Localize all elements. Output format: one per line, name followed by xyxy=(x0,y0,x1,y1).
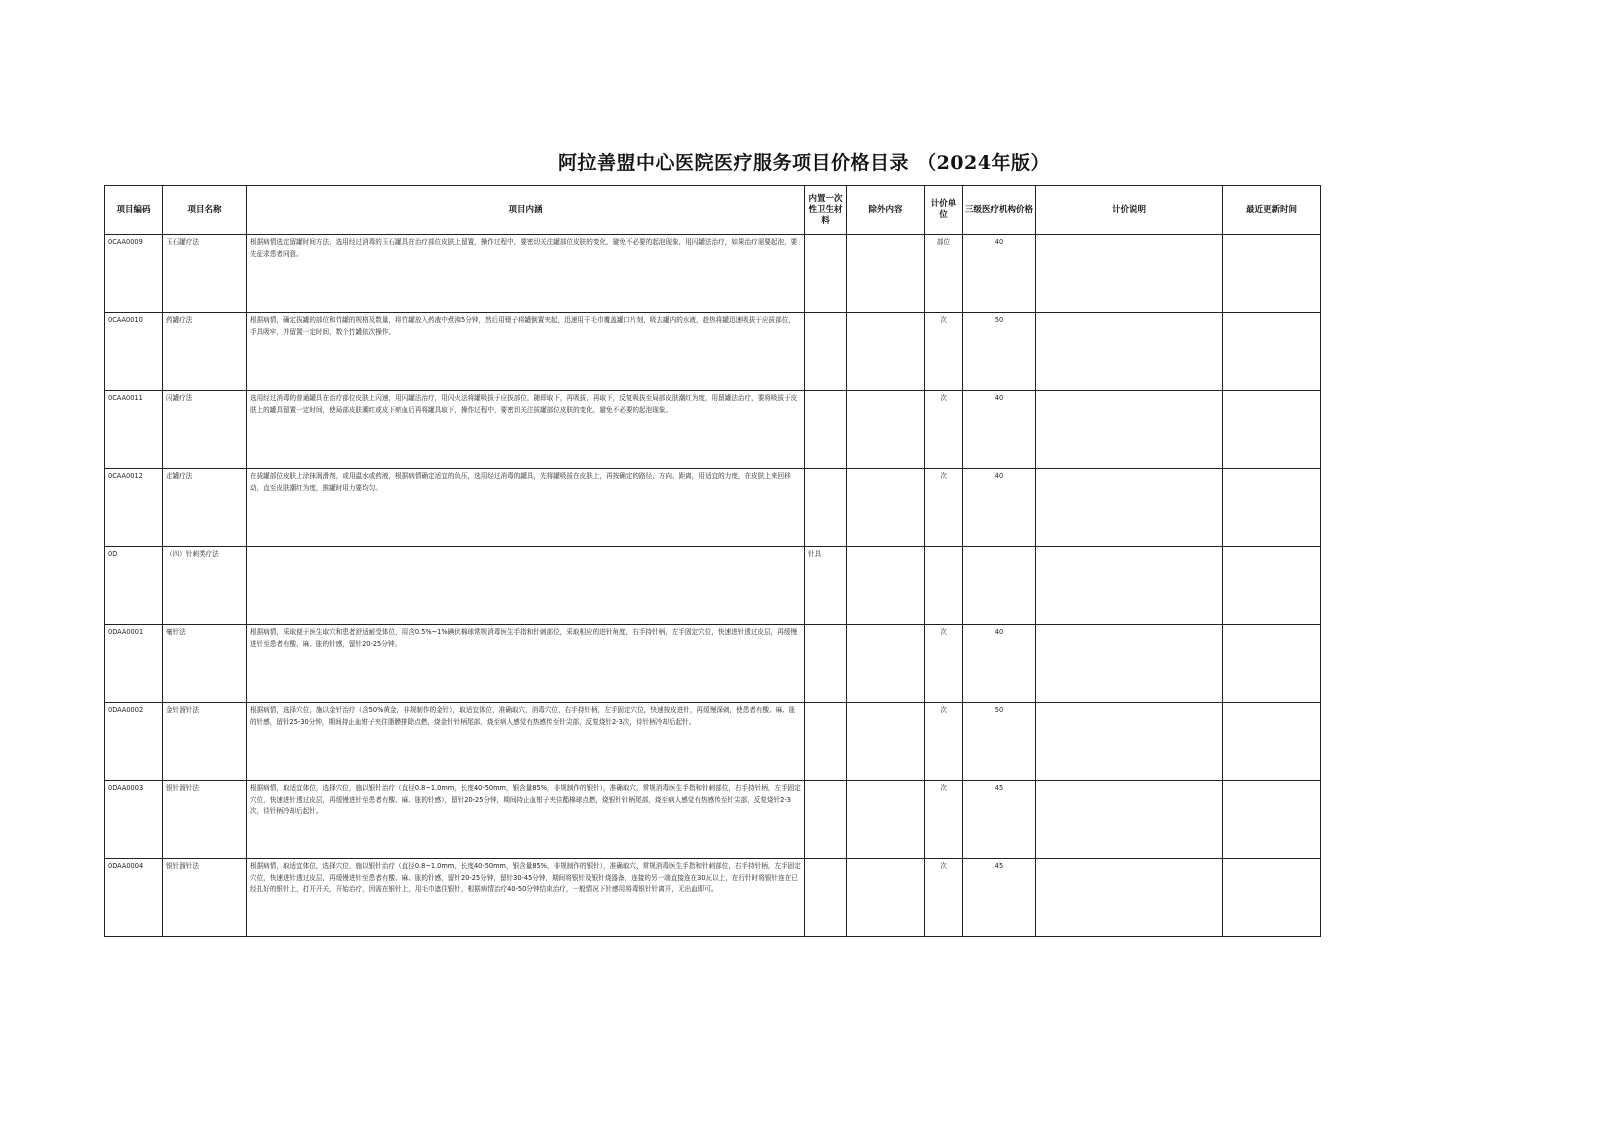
col-header-note: 计价说明 xyxy=(1036,186,1223,235)
col-header-price: 三级医疗机构价格 xyxy=(963,186,1036,235)
cell-name: 毫针法 xyxy=(163,625,247,703)
cell-note xyxy=(1036,703,1223,781)
cell-price: 45 xyxy=(963,859,1036,937)
cell-updated xyxy=(1223,235,1321,313)
table-row xyxy=(105,313,1321,391)
table-row xyxy=(105,859,1321,937)
cell-name: 药罐疗法 xyxy=(163,313,247,391)
table-row xyxy=(105,703,1321,781)
cell-content: 根据病情，取适宜体位，选择穴位，施以银针治疗（直径0.8~1.0mm，长度40-50mm，银含量85%，非规制作的银针），准确取穴，常规消毒医生手指和针刺部位，右手持针柄，左手固定穴位，快速进针透过皮层，再缓慢进针至患者有酸、麻、胀的针感），留针20-25分钟，期间持止血钳子夹住酯棉球点燃，烧银针针柄尾部，烧至病人感觉有热感传至针尖部，反复烧针2-3次，待针柄冷却后起针。 xyxy=(247,781,805,859)
cell-updated xyxy=(1223,391,1321,469)
cell-updated xyxy=(1223,781,1321,859)
table-row xyxy=(105,781,1321,859)
col-header-updated: 最近更新时间 xyxy=(1223,186,1321,235)
cell-code: 0DAA0002 xyxy=(105,703,163,781)
cell-exclude xyxy=(847,235,925,313)
col-header-unit: 计价单位 xyxy=(925,186,963,235)
cell-content: 根据病情，取适宜体位，选择穴位，施以银针治疗（直径0.8~1.0mm，长度40-50mm，银含量85%，非规制作的银针），准确取穴，常规消毒医生手指和针刺部位，右手持针柄，左手固定穴位，快速进针透过皮层，再缓慢进针至患者有酸、麻、胀的针感，留针20-25分钟，留针30-45分钟，期间将银针及银针烧器备，连接的另一端直接连在30瓦以上，在行针时将银针连在已经扎好的银针上，打开开关，开始治疗，因需在银针上，用毛巾遮住银针，根据病情治疗40-50分钟结束治疗，一般情况下针感用将毒银针针离开，无出血即可。 xyxy=(247,859,805,937)
cell-updated xyxy=(1223,859,1321,937)
table-row xyxy=(105,625,1321,703)
col-header-material: 内置一次性卫生材料 xyxy=(805,186,847,235)
cell-price: 40 xyxy=(963,391,1036,469)
cell-note xyxy=(1036,859,1223,937)
cell-price: 40 xyxy=(963,469,1036,547)
cell-note xyxy=(1036,781,1223,859)
table-row xyxy=(105,469,1321,547)
cell-price: 40 xyxy=(963,625,1036,703)
cell-updated xyxy=(1223,547,1321,625)
cell-name: 走罐疗法 xyxy=(163,469,247,547)
cell-unit: 次 xyxy=(925,625,963,703)
cell-code: 0CAA0011 xyxy=(105,391,163,469)
cell-exclude xyxy=(847,313,925,391)
cell-material xyxy=(805,235,847,313)
table-row xyxy=(105,235,1321,313)
col-header-name: 项目名称 xyxy=(163,186,247,235)
cell-note xyxy=(1036,625,1223,703)
title-text: 阿拉善盟中心医院医疗服务项目价格目录 xyxy=(558,152,910,174)
cell-material xyxy=(805,313,847,391)
cell-code: 0DAA0001 xyxy=(105,625,163,703)
table-row xyxy=(105,391,1321,469)
cell-code: 0CAA0010 xyxy=(105,313,163,391)
cell-content: 根据病情，选择穴位，施以金针治疗（含50%黄金，非规制作的金针），取适宜体位，准确取穴，消毒穴位，右手持针柄，左手固定穴位，快速按皮进针，再缓慢深刺，使患者有酸、麻、胀的针感，留针25-30分钟，期间持止血钳子夹住脂膜排除点燃，烧金针针柄尾部，烧至病人感觉有热感传至针尖部，反复烧针2-3次，待针柄冷却后起针。 xyxy=(247,703,805,781)
cell-code: 0D xyxy=(105,547,163,625)
document-title xyxy=(0,148,1600,175)
cell-updated xyxy=(1223,469,1321,547)
cell-name: 金针溜针法 xyxy=(163,703,247,781)
cell-material: 针具 xyxy=(805,547,847,625)
cell-content xyxy=(247,547,805,625)
cell-unit: 次 xyxy=(925,703,963,781)
cell-exclude xyxy=(847,781,925,859)
cell-note xyxy=(1036,313,1223,391)
cell-material xyxy=(805,625,847,703)
cell-price: 50 xyxy=(963,313,1036,391)
cell-exclude xyxy=(847,625,925,703)
col-header-content: 项目内涵 xyxy=(247,186,805,235)
col-header-code: 项目编码 xyxy=(105,186,163,235)
cell-material xyxy=(805,781,847,859)
cell-exclude xyxy=(847,469,925,547)
cell-note xyxy=(1036,391,1223,469)
cell-code: 0CAA0009 xyxy=(105,235,163,313)
price-table xyxy=(104,185,1321,937)
cell-code: 0DAA0003 xyxy=(105,781,163,859)
cell-updated xyxy=(1223,313,1321,391)
cell-exclude xyxy=(847,547,925,625)
col-header-exclude: 除外内容 xyxy=(847,186,925,235)
cell-material xyxy=(805,703,847,781)
cell-price: 45 xyxy=(963,781,1036,859)
cell-name: 银针溜针法 xyxy=(163,859,247,937)
cell-note xyxy=(1036,235,1223,313)
cell-material xyxy=(805,859,847,937)
cell-exclude xyxy=(847,703,925,781)
cell-price: 50 xyxy=(963,703,1036,781)
cell-unit: 次 xyxy=(925,859,963,937)
cell-note xyxy=(1036,547,1223,625)
cell-content: 选用经过消毒的普通罐具在治疗部位皮肤上闪速，用闪罐法治疗，用闪火法将罐吸拔于应拔部位，随即取下，再吸拔，再取下，反复吸拔至局部皮肤潮红为度，用留罐法治疗，要将吸拔于皮肤上的罐具留置一定时间，使局部皮肤潮红或皮下瘀血后再将罐具取下，操作过程中，要密切关注拔罐部位皮肤的变化，避免不必要的起泡现象。 xyxy=(247,391,805,469)
table-row xyxy=(105,547,1321,625)
cell-material xyxy=(805,391,847,469)
cell-name: 玉石罐疗法 xyxy=(163,235,247,313)
cell-unit: 次 xyxy=(925,313,963,391)
cell-unit: 部位 xyxy=(925,235,963,313)
cell-material xyxy=(805,469,847,547)
cell-note xyxy=(1036,469,1223,547)
cell-unit: 次 xyxy=(925,391,963,469)
header-row xyxy=(105,186,1321,235)
cell-unit xyxy=(925,547,963,625)
cell-price xyxy=(963,547,1036,625)
cell-exclude xyxy=(847,859,925,937)
cell-price: 40 xyxy=(963,235,1036,313)
cell-unit: 次 xyxy=(925,469,963,547)
cell-updated xyxy=(1223,703,1321,781)
cell-name: 闪罐疗法 xyxy=(163,391,247,469)
cell-code: 0CAA0012 xyxy=(105,469,163,547)
cell-name: 银针溜针法 xyxy=(163,781,247,859)
cell-exclude xyxy=(847,391,925,469)
cell-code: 0DAA0004 xyxy=(105,859,163,937)
cell-content: 根据病情选定留罐时间方法，选用经过消毒的玉石罐具在治疗部位皮肤上留置，操作过程中，要密切关注罐部位皮肤的变化，避免不必要的起泡现象，用闪罐法治疗，如果治疗需要起泡，要先征求患者同意。 xyxy=(247,235,805,313)
cell-updated xyxy=(1223,625,1321,703)
cell-content: 根据病情，采取便于医生取穴和患者舒适耐受体位，用含0.5%~1%碘伏棉球常规消毒医生手指和针刺部位，采取相应的进针角度，右手持针柄，左手固定穴位，快速进针透过皮层，再缓慢进针至患者有酸、麻、胀的针感，留针20-25分钟。 xyxy=(247,625,805,703)
cell-content: 根据病情，确定拔罐的部位和竹罐的规格及数量，将竹罐放入药液中煮沸5分钟，然后用镊子将罐倒置夹起，迅速用干毛巾覆盖罐口片刻，吸去罐内的水液，趁热将罐迅速吸拔于应拔部位，手具吸牢，并留置一定时间，数个竹罐依次操作。 xyxy=(247,313,805,391)
title-year: （2024年版） xyxy=(917,152,1050,174)
cell-unit: 次 xyxy=(925,781,963,859)
cell-name: （四）针刺类疗法 xyxy=(163,547,247,625)
cell-content: 在拔罐部位皮肤上涂抹润滑剂，或用温水或药液，根据病情确定适宜的负压，选用经过消毒的罐具，先将罐吸拔在皮肤上，再按确定的路径、方向、距离，用适宜的力度，在皮肤上来回移动，直至皮肤潮红为度，推罐时用力要均匀。 xyxy=(247,469,805,547)
